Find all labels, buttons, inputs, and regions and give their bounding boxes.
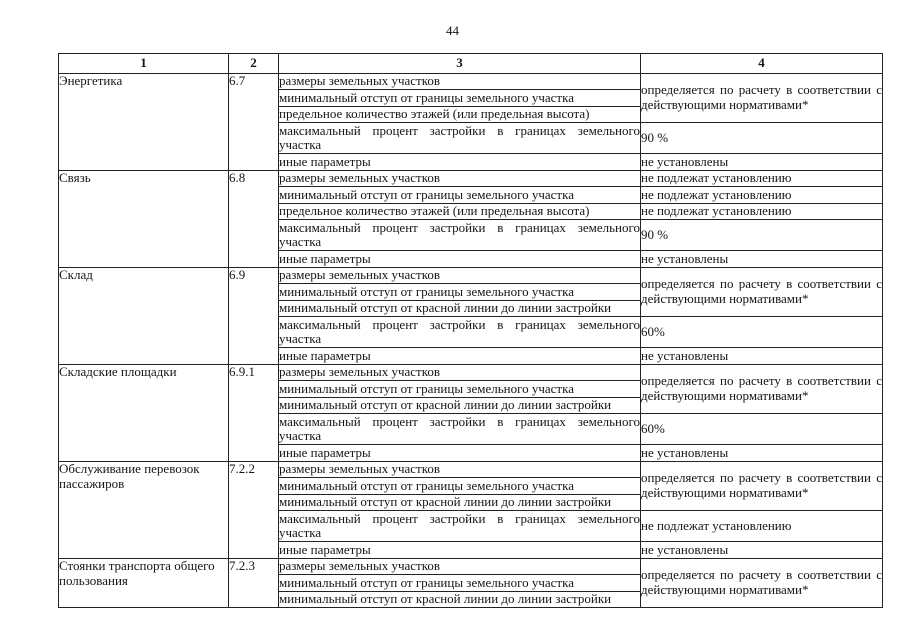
parameter-cell: иные параметры <box>279 154 641 171</box>
land-use-name-cell: Складские площадки <box>59 364 229 461</box>
parameter-cell: минимальный отступ от красной линии до линии застройки <box>279 591 641 608</box>
parameter-cell: минимальный отступ от границы земельного участка <box>279 284 641 301</box>
table-row <box>59 461 883 478</box>
land-use-code-cell: 6.7 <box>229 73 279 170</box>
parameter-cell: минимальный отступ от границы земельного участка <box>279 90 641 107</box>
parameter-cell: иные параметры <box>279 348 641 365</box>
parameter-value-cell: не подлежат установлению <box>641 170 883 187</box>
parameter-cell: минимальный отступ от границы земельного участка <box>279 187 641 204</box>
table-row <box>59 267 883 284</box>
parameter-cell: максимальный процент застройки в границах земельного участка <box>279 510 640 540</box>
parameter-value-cell: 90 % <box>641 123 883 154</box>
header-col-1: 1 <box>59 54 229 74</box>
header-col-2: 2 <box>229 54 279 74</box>
parameter-cell: максимальный процент застройки в границах земельного участка <box>279 316 640 346</box>
land-use-regulations-table <box>58 53 883 608</box>
parameter-cell: иные параметры <box>279 251 641 268</box>
parameter-value-cell: не установлены <box>641 542 883 559</box>
parameter-value-cell: 60% <box>641 414 883 445</box>
parameter-cell: размеры земельных участков <box>279 461 641 478</box>
parameter-value-cell: не установлены <box>641 445 883 462</box>
parameter-cell: размеры земельных участков <box>279 267 641 284</box>
parameter-cell: минимальный отступ от границы земельного участка <box>279 381 641 398</box>
parameter-cell: размеры земельных участков <box>279 170 641 187</box>
parameter-value-cell: не подлежат установлению <box>641 187 883 204</box>
parameter-cell: иные параметры <box>279 445 641 462</box>
land-use-code-cell: 6.8 <box>229 170 279 267</box>
parameter-value-cell: 60% <box>641 317 883 348</box>
parameter-value-cell: определяется по расчету в соответствии с действующими нормативами* <box>641 364 883 414</box>
table-header <box>59 54 883 74</box>
parameter-value-cell: не установлены <box>641 251 883 268</box>
table-body <box>59 73 883 608</box>
parameter-value-cell: определяется по расчету в соответствии с действующими нормативами* <box>641 558 883 608</box>
land-use-name-cell: Обслуживание перевозок пассажиров <box>59 461 229 558</box>
land-use-code-cell: 6.9.1 <box>229 364 279 461</box>
parameter-cell: размеры земельных участков <box>279 73 641 90</box>
table-row <box>59 558 883 575</box>
parameter-value-cell: 90 % <box>641 220 883 251</box>
land-use-name-cell: Связь <box>59 170 229 267</box>
land-use-code-cell: 6.9 <box>229 267 279 364</box>
parameter-cell: размеры земельных участков <box>279 558 641 575</box>
land-use-code-cell: 7.2.3 <box>229 558 279 608</box>
parameter-cell: максимальный процент застройки в границах земельного участка <box>279 219 640 249</box>
land-use-name-cell: Стоянки транспорта общего пользования <box>59 558 229 608</box>
parameter-cell: минимальный отступ от красной линии до линии застройки <box>279 300 641 317</box>
page-number: 44 <box>446 23 459 38</box>
parameter-cell: минимальный отступ от границы земельного участка <box>279 478 641 495</box>
land-use-name-cell: Склад <box>59 267 229 364</box>
parameter-cell: предельное количество этажей (или предельная высота) <box>279 203 641 220</box>
table-row <box>59 170 883 187</box>
parameter-value-cell: не установлены <box>641 154 883 171</box>
parameter-cell: максимальный процент застройки в границах земельного участка <box>279 122 640 152</box>
header-col-3: 3 <box>279 54 641 74</box>
parameter-cell: минимальный отступ от красной линии до линии застройки <box>279 494 641 511</box>
parameter-cell: иные параметры <box>279 542 641 559</box>
parameter-cell: размеры земельных участков <box>279 364 641 381</box>
parameter-value-cell: не установлены <box>641 348 883 365</box>
parameter-value-cell: определяется по расчету в соответствии с действующими нормативами* <box>641 73 883 123</box>
parameter-cell: предельное количество этажей (или предельная высота) <box>279 106 641 123</box>
land-use-code-cell: 7.2.2 <box>229 461 279 558</box>
parameter-cell: максимальный процент застройки в границах земельного участка <box>279 413 640 443</box>
parameter-value-cell: определяется по расчету в соответствии с действующими нормативами* <box>641 267 883 317</box>
parameter-cell: минимальный отступ от границы земельного участка <box>279 575 641 592</box>
parameter-cell: минимальный отступ от красной линии до линии застройки <box>279 397 641 414</box>
parameter-value-cell: определяется по расчету в соответствии с действующими нормативами* <box>641 461 883 511</box>
header-row <box>59 54 883 74</box>
parameter-value-cell: не подлежат установлению <box>641 203 883 220</box>
table-row <box>59 73 883 90</box>
land-use-name-cell: Энергетика <box>59 73 229 170</box>
parameter-value-cell: не подлежат установлению <box>641 511 883 542</box>
table-row <box>59 364 883 381</box>
header-col-4: 4 <box>641 54 883 74</box>
